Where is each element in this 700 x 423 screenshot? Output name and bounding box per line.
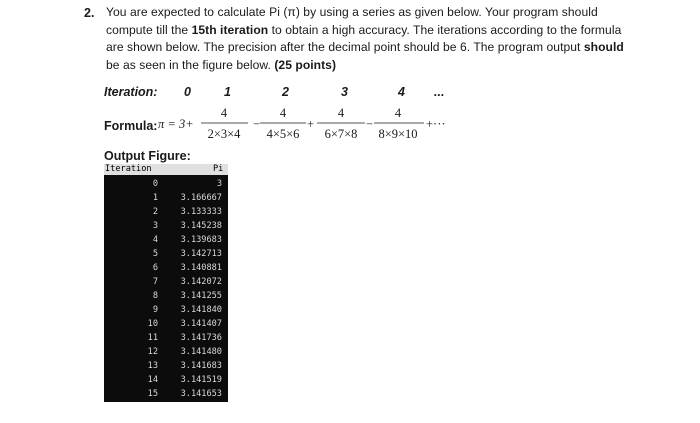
iteration-number: 0 <box>184 85 191 99</box>
points-label: (25 points) <box>274 57 337 72</box>
operator: + <box>307 117 315 131</box>
denominator: 4×5×6 <box>266 127 300 141</box>
output-figure-label: Output Figure: <box>104 149 191 163</box>
denominator: 2×3×4 <box>207 127 241 141</box>
formula-expression <box>150 98 470 144</box>
table-row <box>104 261 228 275</box>
iteration-cell: 8 <box>152 291 158 301</box>
iteration-cell: 4 <box>152 235 158 245</box>
operator: − <box>366 117 374 131</box>
iteration-number: 1 <box>224 85 231 99</box>
pi-cell: 3.141736 <box>180 333 222 343</box>
iteration-number: 2 <box>282 85 289 99</box>
iteration-cell: 2 <box>152 207 158 217</box>
table-row <box>104 275 228 289</box>
iteration-ellipsis: ... <box>434 85 445 99</box>
iteration-label: Iteration: <box>104 85 158 99</box>
table-row <box>104 387 228 401</box>
console-header <box>104 164 228 175</box>
pi-cell: 3.142713 <box>180 249 222 259</box>
header-iteration: Iteration <box>105 164 152 174</box>
iteration-cell: 10 <box>147 319 158 329</box>
iteration-number: 3 <box>341 85 348 99</box>
question-line: to obtain a high accuracy. The iterations according to the formula <box>268 22 622 37</box>
pi-cell: 3 <box>216 179 222 189</box>
numerator: 4 <box>337 106 345 120</box>
iteration-cell: 11 <box>147 333 158 343</box>
emphasis-should: should <box>583 40 624 54</box>
pi-cell: 3.166667 <box>180 193 222 203</box>
question-line: are shown below. The precision after the decimal point should be 6. The program output <box>106 40 584 54</box>
table-row <box>104 247 228 261</box>
iteration-cell: 14 <box>147 375 158 385</box>
iteration-cell: 12 <box>147 347 158 357</box>
iteration-cell: 9 <box>152 305 158 315</box>
table-row <box>104 303 228 317</box>
pi-cell: 3.139683 <box>180 235 222 245</box>
formula-lead: π = 3+ <box>158 117 194 131</box>
table-row <box>104 219 228 233</box>
numerator: 4 <box>220 106 228 120</box>
iteration-cell: 13 <box>147 361 158 371</box>
console-output <box>104 164 228 402</box>
denominator: 6×7×8 <box>324 127 358 141</box>
pi-cell: 3.141255 <box>180 291 222 301</box>
table-row <box>104 233 228 247</box>
question-line: compute till the <box>106 22 192 37</box>
iteration-cell: 15 <box>147 389 158 399</box>
table-row <box>104 331 228 345</box>
table-row <box>104 373 228 387</box>
table-row <box>104 289 228 303</box>
pi-cell: 3.141480 <box>180 347 222 357</box>
denominator: 8×9×10 <box>378 127 418 141</box>
numerator: 4 <box>279 106 287 120</box>
iteration-cell: 6 <box>152 263 158 273</box>
iteration-cell: 7 <box>152 277 158 287</box>
iteration-cell: 5 <box>152 249 158 259</box>
header-pi: Pi <box>213 164 224 174</box>
question-line: You are expected to calculate Pi (π) by using a series as given below. Your program should <box>106 5 598 19</box>
table-row <box>104 177 228 191</box>
pi-cell: 3.142072 <box>180 277 222 287</box>
pi-cell: 3.141519 <box>180 375 222 385</box>
question-number: 2. <box>84 6 95 20</box>
table-row <box>104 191 228 205</box>
pi-cell: 3.140881 <box>180 263 222 273</box>
emphasis-15th-iteration: 15th iteration <box>191 22 269 37</box>
iteration-cell: 0 <box>152 179 158 189</box>
table-row <box>104 345 228 359</box>
iteration-cell: 3 <box>152 221 158 231</box>
table-row <box>104 359 228 373</box>
operator: − <box>253 117 261 131</box>
pi-cell: 3.141653 <box>180 389 222 399</box>
operator-continuation: +··· <box>426 117 446 131</box>
question-line: be as seen in the figure below. <box>106 57 275 72</box>
table-row <box>104 317 228 331</box>
pi-cell: 3.141840 <box>180 305 222 315</box>
pi-cell: 3.141683 <box>180 361 222 371</box>
pi-cell: 3.145238 <box>180 221 222 231</box>
pi-cell: 3.133333 <box>180 207 222 217</box>
question-text <box>106 4 626 74</box>
numerator: 4 <box>394 106 402 120</box>
formula-label: Formula: <box>104 119 158 133</box>
table-row <box>104 205 228 219</box>
pi-cell: 3.141407 <box>180 319 222 329</box>
iteration-cell: 1 <box>152 193 158 203</box>
iteration-number: 4 <box>398 85 405 99</box>
